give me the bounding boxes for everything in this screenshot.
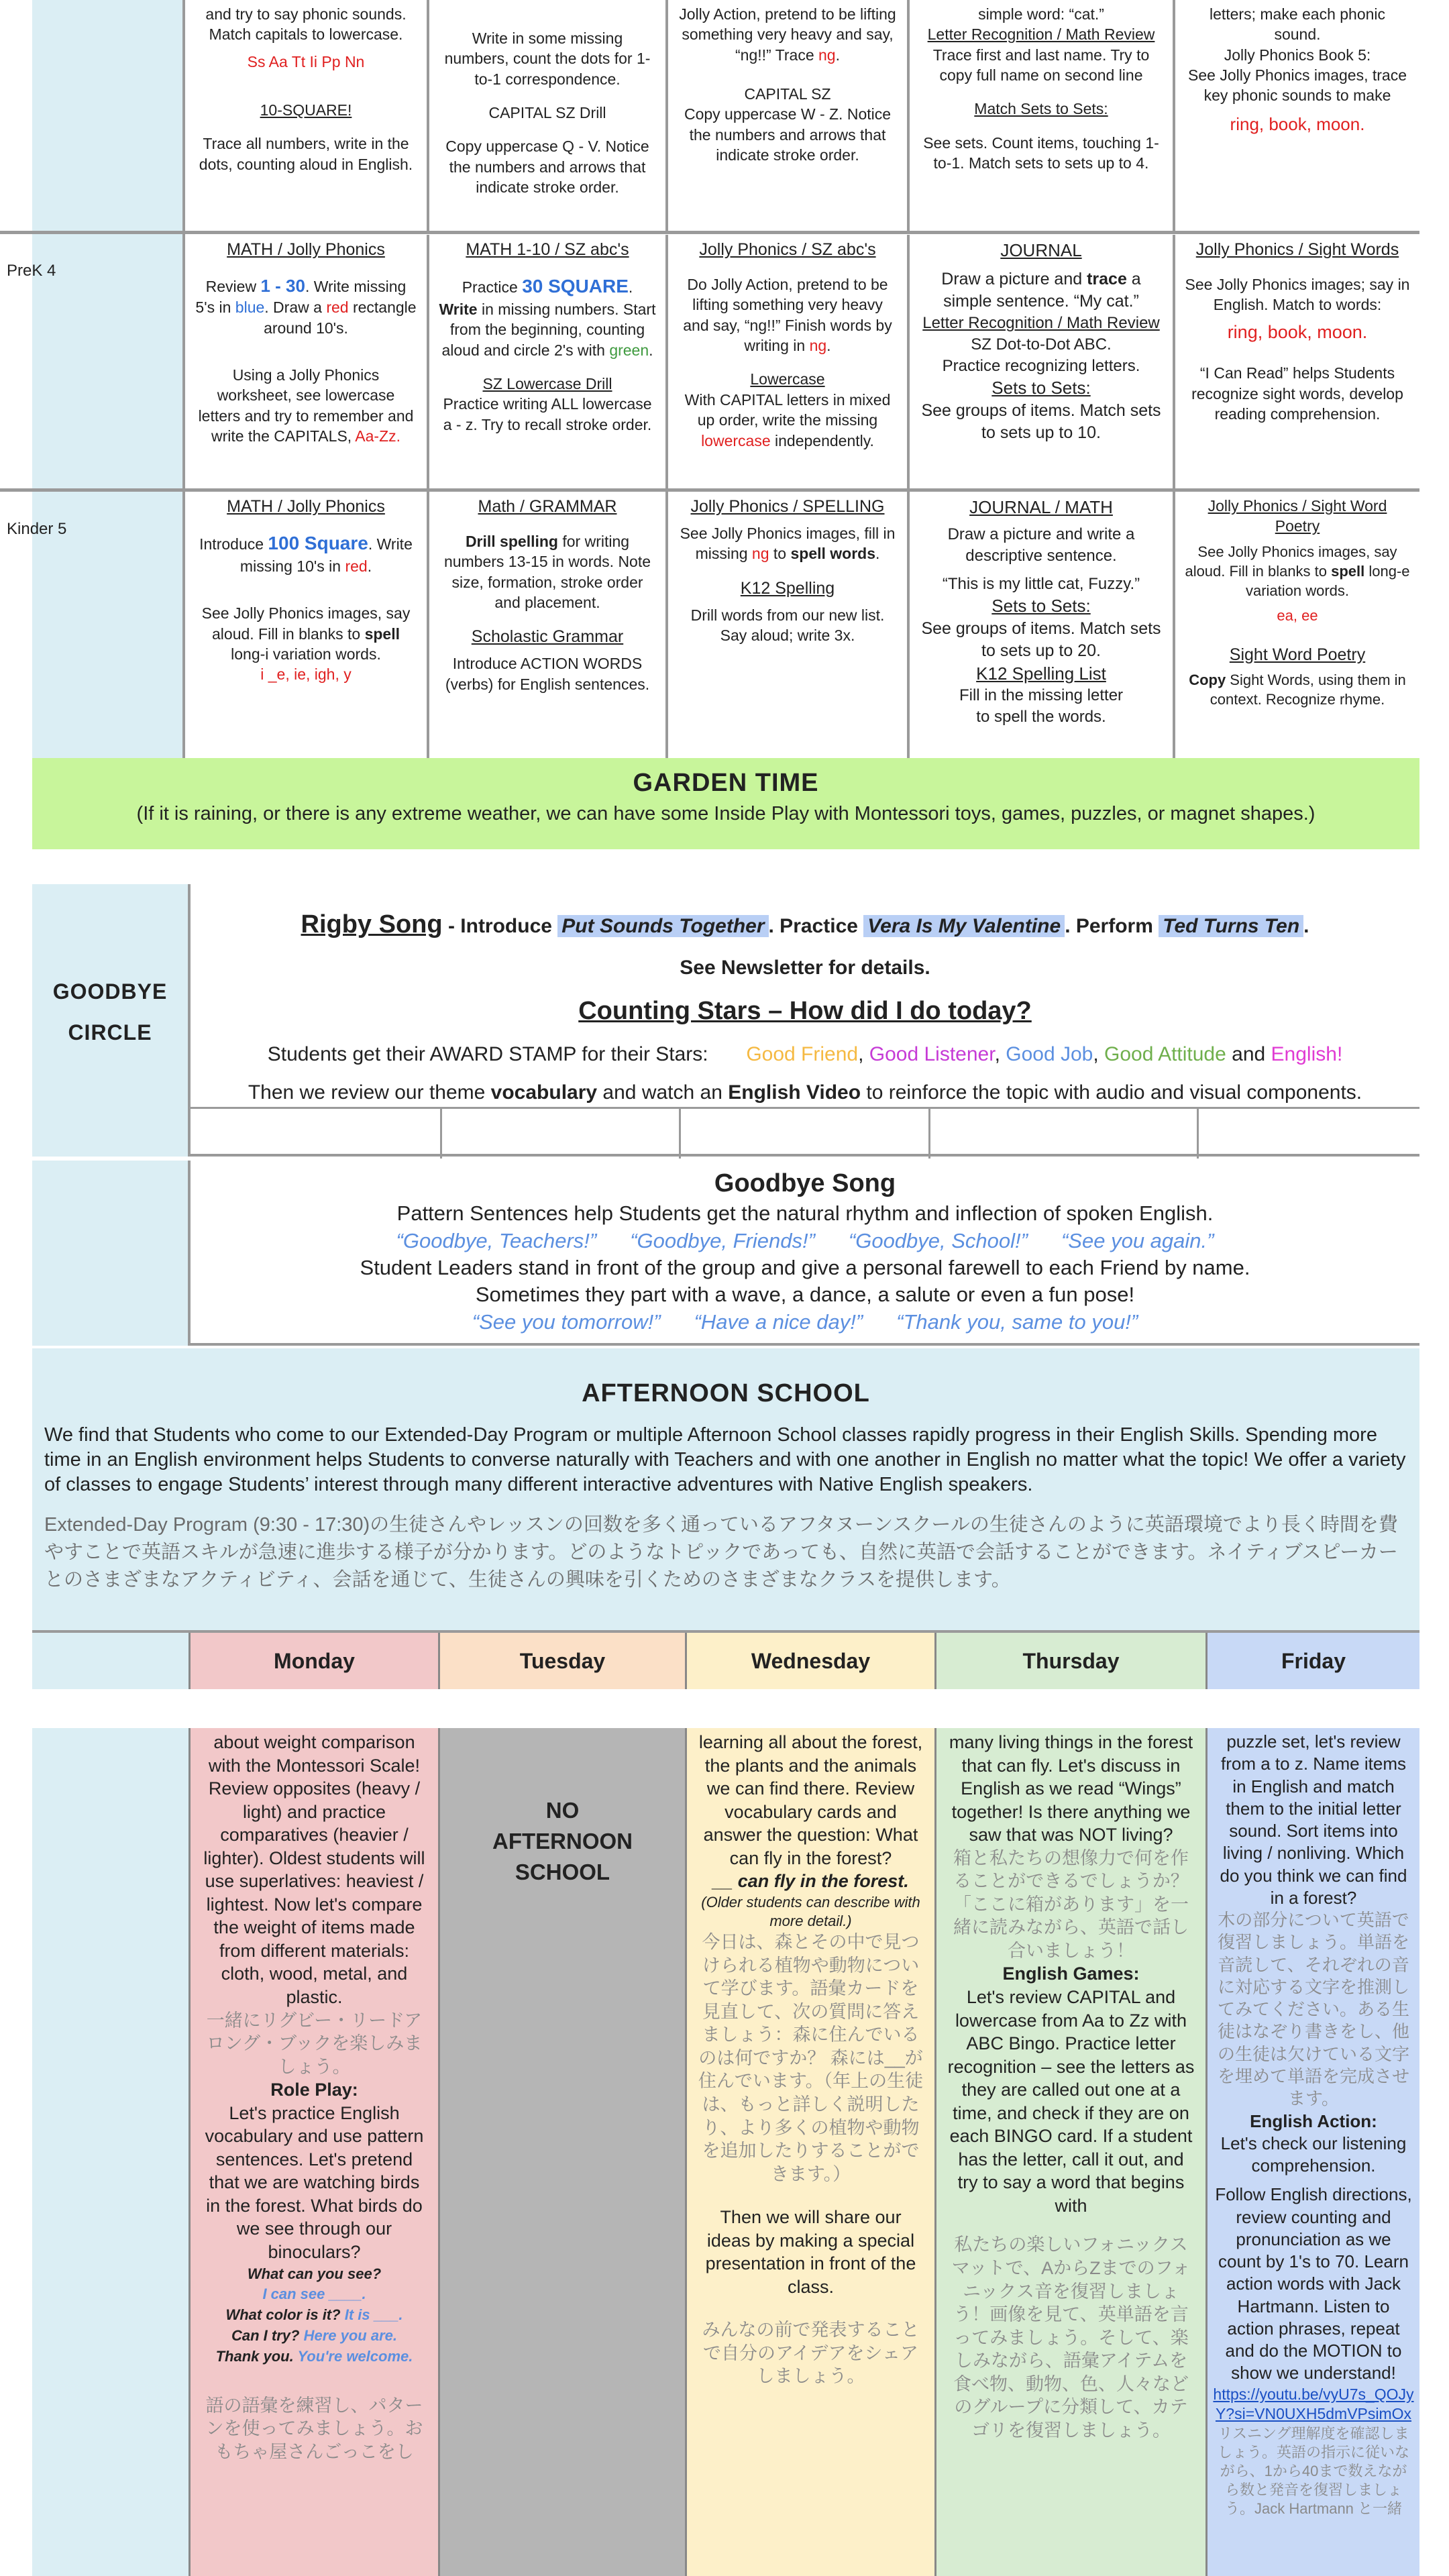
- highlight: 1 - 30: [260, 276, 305, 296]
- day-monday: Monday: [191, 1633, 440, 1689]
- text: Jolly Action, pretend to be lifting something very heavy and say, “ng!!” Trace: [679, 5, 896, 64]
- text: Let's practice English vocabulary and use pattern sentences. Let's pretend that we are watching birds in the forest. What birds do we see through our binoculars?: [205, 2102, 424, 2263]
- afternoon-thursday: [936, 1728, 1208, 2576]
- highlight: lowercase: [701, 431, 771, 449]
- text: English Video: [728, 1081, 861, 1104]
- question: Thank you.: [215, 2347, 294, 2365]
- text: and try to say phonic sounds.: [205, 5, 407, 23]
- goodbye-song-label-col: [32, 1161, 191, 1346]
- text-jp: みんなの前で発表することで自分のアイデアをシェアしましょう。: [702, 2320, 920, 2387]
- cell-title: K12 Spelling: [740, 578, 835, 598]
- text: Then we will share our ideas by making a special presentation in front of the class.: [705, 2207, 916, 2297]
- cell-title: Letter Recognition / Math Review: [927, 25, 1155, 44]
- star-english: English!: [1271, 1043, 1343, 1066]
- text: (Older students can describe with more detail.): [701, 1893, 920, 1929]
- text: trace: [1087, 270, 1127, 289]
- afternoon-label-col: [32, 1728, 191, 2576]
- cell-friday-row0: [1175, 0, 1419, 231]
- text: Copy uppercase Q - V. Notice the numbers and arrows that indicate stroke order.: [445, 138, 649, 197]
- text: Practice writing ALL lowercase a - z. Try to recall stroke order.: [443, 395, 652, 433]
- afternoon-friday: [1208, 1728, 1419, 2576]
- text: “I Can Read” helps Students recognize sight words, develop reading comprehension.: [1191, 364, 1403, 423]
- cell-title: Match Sets to Sets:: [974, 100, 1108, 118]
- section-heading: English Action:: [1250, 2110, 1377, 2131]
- song-title: Put Sounds Together: [557, 915, 768, 937]
- text: See Jolly Phonics images, say aloud. Fill in blanks to: [201, 604, 411, 643]
- star-good-friend: Good Friend: [746, 1043, 859, 1066]
- quote: “Goodbye, School!”: [848, 1228, 1028, 1252]
- cell-monday-row0: [185, 0, 429, 231]
- text: Drill spelling: [465, 533, 558, 550]
- text: . Write missing 5's in: [195, 278, 407, 317]
- cell-title: SZ Lowercase Drill: [482, 375, 612, 393]
- text: Students get their AWARD STAMP for their Stars:: [267, 1043, 708, 1066]
- cell-tuesday-kinder5: [429, 492, 668, 758]
- text: Follow English directions, review counting and pronunciation as we count by 1's to 70. Learn action words with Jack Hartmann. Listen to action phrases, repeat and do the MOTION to show we understand!: [1215, 2184, 1412, 2383]
- text: Copy uppercase W - Z. Notice the numbers and arrows that indicate stroke order.: [684, 105, 892, 164]
- goodbye-song-section: [32, 1161, 1419, 1346]
- text: . Practice: [768, 915, 864, 937]
- highlight: red: [345, 557, 368, 575]
- cell-wednesday-kinder5: [668, 492, 910, 758]
- question: What can you see?: [247, 2265, 382, 2282]
- row-label-prek4: PreK 4: [7, 262, 56, 280]
- text: Review: [205, 278, 261, 295]
- cell-title: 10-SQUARE!: [260, 101, 352, 119]
- text: Do Jolly Action, pretend to be lifting something very heavy and say, “ng!!” Finish words by writing in: [683, 276, 892, 355]
- text: Write: [439, 300, 478, 318]
- highlight: ng: [751, 545, 769, 563]
- row-label-kinder5: Kinder 5: [7, 520, 67, 538]
- text: Trace all numbers, write in the dots, counting aloud in English.: [199, 135, 413, 173]
- text: Introduce: [460, 915, 558, 937]
- afternoon-paragraph-jp: Extended-Day Program (9:30 - 17:30)の生徒さんやレッスンの回数を多く通っているアフタヌーンスクールの生徒さんのように英語環境でより長く時間を費やすことで英語スキルが急速に進歩する様子が分かります。どのようなトピックであっても、自然に英語で会話することができます。ネイティブスピーカーとのさまざまなアクティビティ、会話を通じて、生徒さんの興味を引くためのさまざまなクラスを提供します。: [44, 1514, 1398, 1591]
- quote: “Goodbye, Friends!”: [630, 1228, 815, 1252]
- text: Student Leaders stand in front of the group and give a personal farewell to each Friend by name.: [360, 1255, 1250, 1279]
- quote: “Thank you, same to you!”: [896, 1309, 1138, 1334]
- highlight: green: [609, 341, 649, 359]
- text: for writing numbers 13-15 in words. Note size, formation, stroke order and placement.: [443, 533, 651, 612]
- afternoon-wednesday: [687, 1728, 936, 2576]
- cell-monday-prek4: [185, 235, 429, 488]
- quote: “Goodbye, Teachers!”: [396, 1228, 597, 1252]
- stars-title: Counting Stars – How did I do today?: [578, 997, 1032, 1026]
- goodbye-circle-content: Rigby Song - Introduce Put Sounds Together . Practice Vera Is My Valentine . Perform Ted Turns Ten . See Newsletter for details. Counting Stars – How did I do today? Students get their AWARD STAMP for their Stars: Good Friend, Good Listener, Good Job, Good Attitude and English! Then we review our theme vocabulary and watch an English Video to reinforce the topic with audio and visual components.: [191, 900, 1419, 1112]
- cell-wednesday-prek4: [668, 235, 910, 488]
- song-title: Ted Turns Ten: [1159, 915, 1303, 937]
- text: -: [442, 915, 461, 937]
- cell-friday-kinder5: [1175, 492, 1419, 758]
- text: Practice recognizing letters.: [942, 356, 1140, 375]
- text: Using a Jolly Phonics worksheet, see lowercase letters and try to remember and write the CAPITALS,: [198, 366, 414, 445]
- text: See Jolly Phonics images; say in English. Match to words:: [1185, 276, 1410, 314]
- empty-row: [191, 1107, 1419, 1157]
- highlight: ng: [818, 46, 836, 64]
- text: .: [367, 557, 372, 575]
- text: .: [1344, 582, 1350, 599]
- goodbye-song-content: [191, 1167, 1419, 1336]
- afternoon-tuesday: [440, 1728, 687, 2576]
- text: “This is my little cat, Fuzzy.”: [942, 574, 1140, 593]
- text: . Write missing 10's in: [239, 535, 413, 575]
- garden-title: GARDEN TIME: [633, 769, 819, 797]
- word-list: ea, ee: [1277, 606, 1318, 624]
- text: a simple sentence. “My cat.”: [943, 270, 1141, 311]
- quote: “See you again.”: [1061, 1228, 1214, 1252]
- text: about weight comparison with the Montessori Scale! Review opposites (heavy / light) and practice comparatives (heavier / lighter). Oldest students will use superlatives: heaviest / lightest. Now let's compare the weight of items made from different materials: cloth, wood, metal, and plastic.: [203, 1732, 425, 2008]
- goodbye-circle-label: [32, 884, 191, 1157]
- text: vocabulary: [490, 1081, 598, 1104]
- text: to: [769, 545, 791, 563]
- text: .: [1303, 915, 1309, 937]
- word-list: ring, book, moon.: [1227, 321, 1368, 342]
- day-thursday: Thursday: [936, 1633, 1208, 1689]
- star-good-listener: Good Listener: [869, 1043, 995, 1066]
- text-jp: 木の部分について英語で復習しましょう。単語を音読して、それぞれの音に対応する文字を推測してみてください。ある生徒はなぞり書きをし、他の生徒は欠けている文字を埋めて単語を完成させます。: [1217, 1910, 1409, 2109]
- cell-title: JOURNAL / MATH: [969, 497, 1113, 517]
- question: What color is it?: [225, 2306, 341, 2324]
- cell-title: JOURNAL: [1000, 240, 1082, 260]
- text: .: [826, 337, 831, 355]
- text-jp: リスニング理解度を確認しましょう。英語の指示に従いながら、1から40まで数えながら数と発音を復習しましょう。Jack Hartmann と一緒: [1217, 2424, 1409, 2518]
- afternoon-title: AFTERNOON SCHOOL: [582, 1379, 870, 1407]
- cell-title: Math / GRAMMAR: [478, 497, 617, 516]
- text: See Jolly Phonics images, say aloud. Fill in blanks to: [1185, 543, 1397, 580]
- no-school-line: NO: [545, 1798, 580, 1823]
- label-line: CIRCLE: [68, 1020, 152, 1044]
- cell-title: Letter Recognition / Math Review: [922, 314, 1160, 333]
- cell-title: Jolly Phonics / SZ abc's: [699, 240, 876, 259]
- text: Copy: [1189, 671, 1226, 688]
- text: Then we review our theme: [248, 1081, 491, 1104]
- text: Introduce ACTION WORDS (verbs) for English sentences.: [445, 655, 650, 693]
- text: long-e variation words: [1245, 562, 1410, 599]
- text: .: [875, 545, 880, 563]
- section-heading: English Games:: [1002, 1964, 1140, 1984]
- cell-thursday-row0: [910, 0, 1175, 231]
- text: Trace first and last name. Try to copy full name on second line: [932, 46, 1150, 85]
- text: simple word: “cat.”: [978, 5, 1104, 23]
- text: Sometimes they part with a wave, a dance, a salute or even a fun pose!: [475, 1283, 1135, 1307]
- afternoon-monday: [191, 1728, 440, 2576]
- cell-title: Sets to Sets:: [991, 596, 1091, 616]
- cell-title: Jolly Phonics / SPELLING: [690, 497, 885, 516]
- text: Pattern Sentences help Students get the natural rhythm and inflection of spoken English.: [396, 1201, 1214, 1226]
- text: learning all about the forest, the plants and the animals we can find there. Review vocabulary cards and answer the question: What can fly in the forest?: [698, 1732, 923, 1868]
- cell-title: Scholastic Grammar: [471, 627, 624, 647]
- afternoon-school-section: [32, 1348, 1419, 1633]
- text: .: [628, 278, 633, 296]
- text-jp: 今日は、森とその中で見つけられる植物や動物について学びます。語彙カードを見直して、次の質問に答えましょう：森に住んでいるのは何ですか？ 森には__が住んでいます。（年上の生徒は、もっと詳しく説明したり、より多くの植物や動物を追加したりすることができます。）: [698, 1932, 924, 2184]
- text: Introduce: [199, 535, 268, 553]
- text: With CAPITAL letters in mixed up order, write the missing: [684, 390, 891, 429]
- highlight: blue: [235, 299, 265, 317]
- text: Draw a picture and write a descriptive sentence.: [947, 525, 1135, 565]
- no-school-line: SCHOOL: [515, 1860, 610, 1885]
- highlight: red: [326, 299, 349, 317]
- text-jp: 箱と私たちの想像力で何を作ることができるでしょうか？「ここに箱があります」を一緒に読みながら、英語で話し合いましょう！: [953, 1847, 1189, 1961]
- quote: “See you tomorrow!”: [472, 1309, 661, 1334]
- highlight: 100 Square: [268, 533, 368, 553]
- text: See groups of items. Match sets to sets up to 20.: [921, 619, 1161, 660]
- letter-pairs: Ss Aa Tt Ii Pp Nn: [247, 52, 365, 70]
- highlight: Aa-Zz.: [355, 427, 401, 445]
- newsletter-note: See Newsletter for details.: [680, 957, 930, 979]
- garden-time-banner: [32, 758, 1419, 849]
- weekly-schedule-grid: [0, 0, 1419, 758]
- text: Sight Words, using them in context. Recognize rhyme.: [1210, 671, 1406, 708]
- cell-title: Sets to Sets:: [991, 378, 1091, 398]
- text: letters; make each phonic sound.: [1209, 5, 1386, 44]
- word-list: i _e, ie, igh, y: [260, 665, 352, 684]
- text: See Jolly Phonics images, trace key phonic sounds to make: [1188, 66, 1407, 105]
- text: SZ Dot-to-Dot ABC.: [971, 335, 1112, 354]
- cell-title: Jolly Phonics / Sight Word Poetry: [1208, 497, 1387, 535]
- text-jp: 語の語彙を練習し、パターンを使ってみましょう。おもちゃ屋さんごっこをし: [205, 2395, 423, 2462]
- highlight: 30 SQUARE: [522, 276, 629, 297]
- text: Let's review CAPITAL and lowercase from Aa to Zz with ABC Bingo. Practice letter recognition – see the letters as they are called out one at a time, and check if they are on each BINGO card. If a student has the letter, call it out, and try to say a word that begins with: [947, 1987, 1195, 2216]
- text: Practice: [462, 278, 523, 296]
- answer: You're welcome.: [297, 2347, 413, 2365]
- afternoon-columns: [32, 1728, 1419, 2576]
- text: . Perform: [1065, 915, 1159, 937]
- goodbye-song-title: Goodbye Song: [714, 1169, 896, 1197]
- star-good-attitude: Good Attitude: [1104, 1043, 1226, 1066]
- text: puzzle set, let's review from a to z. Name items in English and match them to the initial letter sound. Sort items into living / nonliving. Which do you think we can find in a forest?: [1220, 1731, 1407, 1908]
- text: to reinforce the topic with audio and visual components.: [861, 1081, 1362, 1104]
- text: Drill words from our new list. Say aloud; write 3x.: [690, 606, 885, 645]
- cell-thursday-kinder5: [910, 492, 1175, 758]
- label-line: GOODBYE: [52, 979, 168, 1004]
- text: to spell the words.: [976, 707, 1106, 726]
- cell-thursday-prek4: [910, 235, 1175, 488]
- text: Write in some missing numbers, count the dots for 1-to-1 correspondence.: [444, 30, 651, 88]
- cell-title: MATH / Jolly Phonics: [227, 497, 385, 516]
- text: Draw a picture and: [941, 270, 1087, 289]
- quote: “Have a nice day!”: [694, 1309, 863, 1334]
- text: spell words: [790, 545, 876, 563]
- text: See Jolly Phonics images, fill in missing: [680, 525, 896, 563]
- cell-title: Lowercase: [750, 370, 825, 388]
- garden-subtitle: (If it is raining, or there is any extreme weather, we can have some Inside Play with Montessori toys, games, puzzles, or magnet shapes.): [136, 803, 1316, 824]
- text: in missing numbers. Start from the beginning, counting aloud and circle 2's with: [441, 300, 656, 359]
- day-header-blank: [32, 1633, 191, 1689]
- text: spell: [364, 625, 400, 643]
- rigby-song-title: Rigby Song: [301, 910, 443, 938]
- text: and: [1226, 1043, 1271, 1066]
- day-tuesday: Tuesday: [440, 1633, 687, 1689]
- afternoon-paragraph-en: We find that Students who come to our Extended-Day Program or multiple Afternoon School classes rapidly progress in their English Skills. Spending more time in an English environment helps Students to converse naturally with Teachers and with one another in English no matter what the topic! We offer a variety of classes to engage Students’ interest through many different interactive adventures with Native English speakers.: [44, 1424, 1406, 1495]
- question: Can I try?: [231, 2326, 300, 2344]
- pattern-sentence: __ can fly in the forest.: [712, 1871, 909, 1892]
- cell-friday-prek4: [1175, 235, 1419, 488]
- cell-title: Jolly Phonics / Sight Words: [1195, 240, 1399, 259]
- row-divider: [0, 231, 1419, 234]
- text-jp: 私たちの楽しいフォニックスマットで、AからZまでのフォニックス音を復習しましょう！画像を見て、英単語を言ってみましょう。そして、楽しみながら、語彙アイテムを食べ物、動物、色、人々などのグループに分類して、カテゴリを復習しましょう。: [951, 2235, 1191, 2440]
- answer: Here you are.: [303, 2326, 397, 2344]
- word-list: ring, book, moon.: [1230, 113, 1365, 134]
- text: Match capitals to lowercase.: [209, 25, 403, 44]
- day-friday: Friday: [1208, 1633, 1419, 1689]
- text: CAPITAL SZ: [744, 85, 831, 103]
- text: . Draw a: [264, 299, 327, 317]
- text: Jolly Phonics Book 5:: [1224, 46, 1371, 64]
- cell-tuesday-row0: [429, 0, 668, 231]
- text: See groups of items. Match sets to sets up to 10.: [921, 400, 1161, 442]
- text: independently.: [770, 431, 874, 449]
- text-jp: 一緒にリグビー・リードアロング・ブックを楽しみましょう。: [206, 2010, 423, 2077]
- day-header-row: [32, 1633, 1419, 1689]
- cell-title: K12 Spelling List: [976, 663, 1106, 684]
- text: many living things in the forest that can fly. Let's discuss in English as we read “Wings” together! Is there anything we saw that was NOT living?: [949, 1732, 1193, 1845]
- text: .: [649, 341, 653, 359]
- answer: It is ___.: [344, 2306, 403, 2324]
- no-school-line: AFTERNOON: [492, 1829, 633, 1854]
- highlight: ng: [809, 337, 827, 355]
- section-heading: Role Play:: [270, 2080, 358, 2100]
- cell-tuesday-prek4: [429, 235, 668, 488]
- text: See sets. Count items, touching 1-to-1. Match sets to sets up to 4.: [923, 133, 1159, 172]
- cell-monday-kinder5: [185, 492, 429, 758]
- day-wednesday: Wednesday: [687, 1633, 936, 1689]
- cell-title: MATH / Jolly Phonics: [227, 240, 385, 259]
- text: rectangle around 10's.: [264, 299, 417, 337]
- song-title: Vera Is My Valentine: [863, 915, 1065, 937]
- text: CAPITAL SZ Drill: [488, 104, 606, 122]
- cell-title: MATH 1-10 / SZ abc's: [466, 240, 629, 259]
- answer: I can see ____.: [262, 2286, 366, 2303]
- cell-title: Sight Word Poetry: [1229, 645, 1366, 664]
- text: spell: [1331, 562, 1365, 580]
- text: Fill in the missing letter: [959, 686, 1124, 704]
- jack-hartmann-video-link[interactable]: https://youtu.be/vyU7s_QOJyY?si=VN0UXH5dmVPsimOx: [1213, 2385, 1414, 2423]
- star-good-job: Good Job: [1006, 1043, 1093, 1066]
- text: .: [835, 46, 840, 64]
- text: long-i variation words.: [231, 645, 381, 663]
- goodbye-circle-section: [32, 884, 1419, 1157]
- grade-label-column: [32, 0, 185, 758]
- cell-wednesday-row0: [668, 0, 910, 231]
- text: and watch an: [597, 1081, 729, 1104]
- text: Let's check our listening comprehension.: [1220, 2133, 1407, 2176]
